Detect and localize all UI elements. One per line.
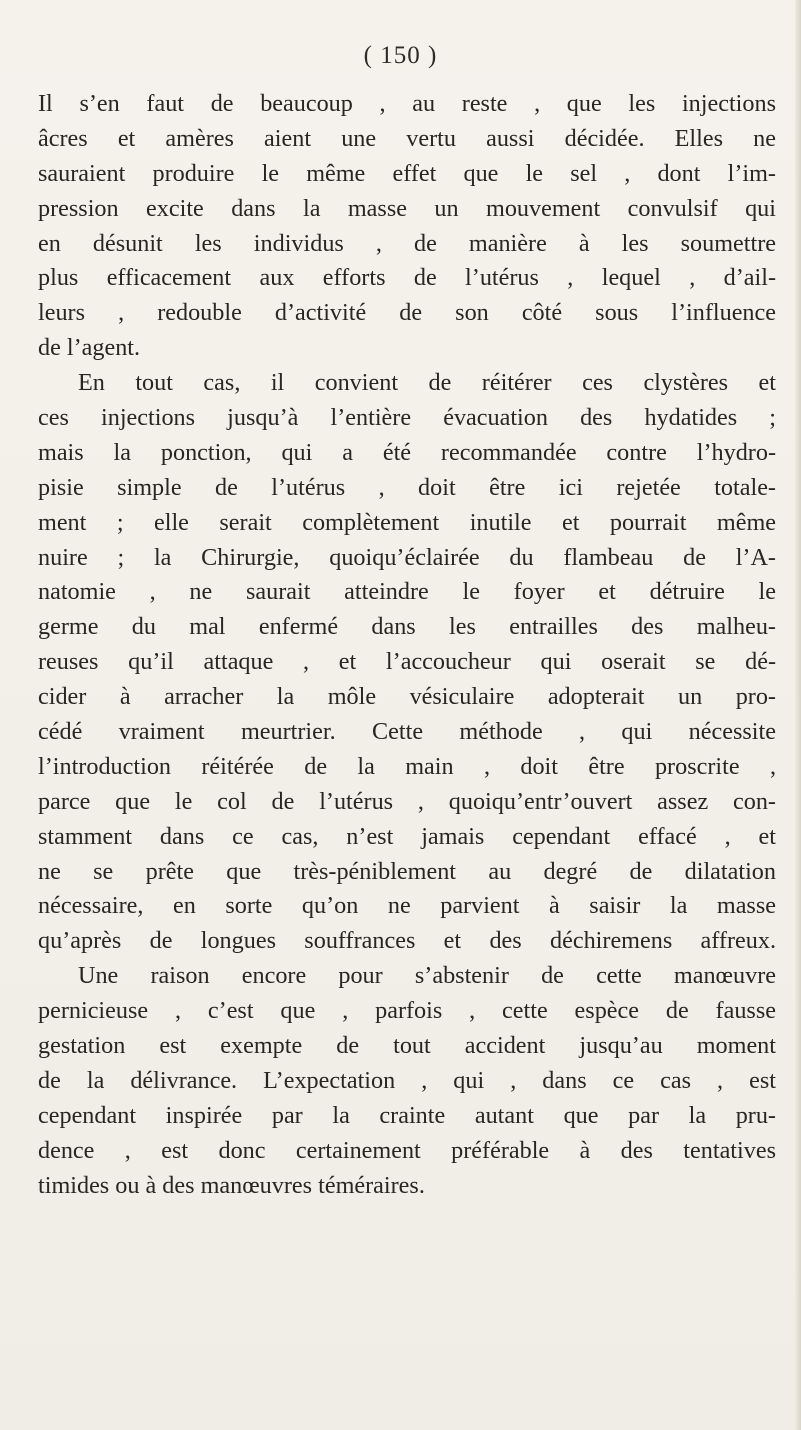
text-line: cependant inspirée par la crainte autant que par la pru- [38,1101,776,1129]
text-line: ces injections jusqu’à l’entière évacuation des hydatides ; [38,404,776,432]
text-line: pernicieuse , c’est que , parfois , cette espèce de fausse [38,997,776,1025]
page-number: ( 150 ) [363,42,438,69]
text-line: En tout cas, il convient de réitérer ces clystères et [78,369,776,397]
text-line: nuire ; la Chirurgie, quoiqu’éclairée du flambeau de l’A- [38,543,776,571]
text-line: l’introduction réitérée de la main , doit être proscrite , [38,752,776,780]
text-line: Une raison encore pour s’abstenir de cette manœuvre [78,962,776,990]
text-line: de l’agent. [38,334,141,362]
text-line: stamment dans ce cas, n’est jamais cependant effacé , et [38,822,776,850]
text-line: leurs , redouble d’activité de son côté sous l’influence [38,299,776,327]
text-line: germe du mal enfermé dans les entrailles des malheu- [38,613,776,641]
text-line: ne se prête que très-péniblement au degré de dilatation [38,857,776,885]
text-line: mais la ponction, qui a été recommandée contre l’hydro- [38,438,776,466]
text-line: qu’après de longues souffrances et des déchiremens affreux. [38,927,776,955]
page-edge [795,0,801,1430]
text-line: âcres et amères aient une vertu aussi décidée. Elles ne [38,124,776,152]
text-line: ment ; elle serait complètement inutile et pourrait même [38,508,776,536]
text-line: gestation est exempte de tout accident jusqu’au moment [38,1032,776,1060]
text-line: natomie , ne saurait atteindre le foyer et détruire le [38,578,776,606]
text-line: plus efficacement aux efforts de l’utérus , lequel , d’ail- [38,264,776,292]
text-line: dence , est donc certainement préférable à des tentatives [38,1136,776,1164]
text-line: pression excite dans la masse un mouvement convulsif qui [38,194,776,222]
text-line: nécessaire, en sorte qu’on ne parvient à saisir la masse [38,892,776,920]
text-line: sauraient produire le même effet que le sel , dont l’im- [38,159,776,187]
text-line: cider à arracher la môle vésiculaire adopterait un pro- [38,683,776,711]
text-line: de la délivrance. L’expectation , qui , dans ce cas , est [38,1066,776,1094]
text-line: parce que le col de l’utérus , quoiqu’entr’ouvert assez con- [38,787,776,815]
body-text [38,87,776,1204]
text-line: cédé vraiment meurtrier. Cette méthode , qui nécessite [38,718,776,746]
text-line: reuses qu’il attaque , et l’accoucheur qui oserait se dé- [38,648,776,676]
text-line: Il s’en faut de beaucoup , au reste , que les injections [38,90,776,117]
text-line: en désunit les individus , de manière à les soumettre [38,229,776,257]
text-line: timides ou à des manœuvres téméraires. [38,1171,425,1199]
text-line: pisie simple de l’utérus , doit être ici rejetée totale- [38,473,776,501]
